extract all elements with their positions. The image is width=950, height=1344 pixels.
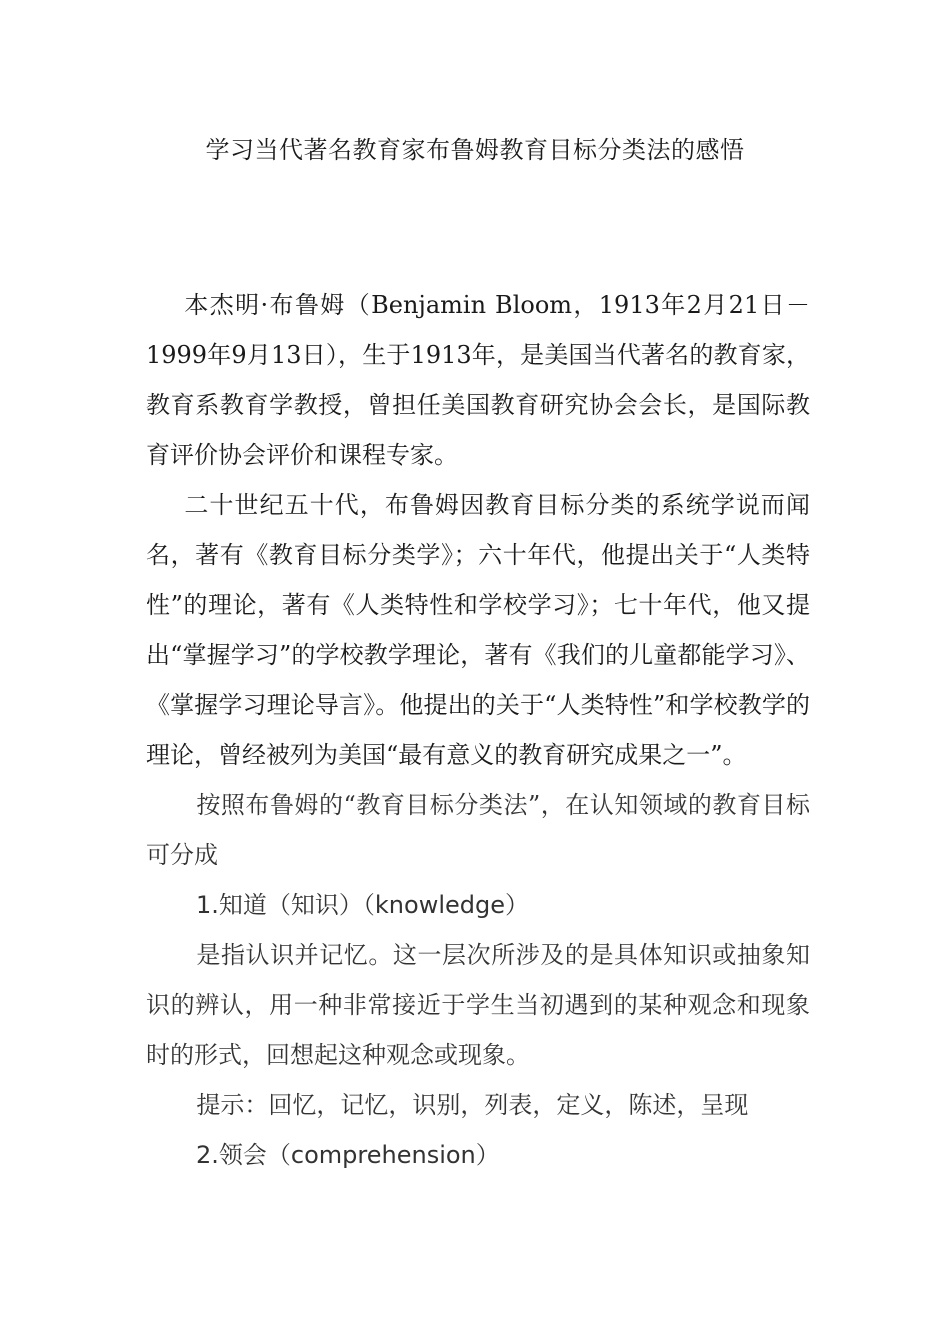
document-title: 学习当代著名教育家布鲁姆教育目标分类法的感悟	[205, 136, 745, 164]
heading-label-en: comprehension	[290, 1141, 476, 1169]
heading-label-cn: 知道（知识）（	[218, 891, 375, 919]
paragraph-knowledge-hints: 提示：回忆，记忆，识别，列表，定义，陈述，呈现	[196, 1091, 749, 1119]
heading-label-cn: 领会（	[218, 1141, 291, 1169]
paragraph-knowledge-definition: 是指认识并记忆。这一层次所涉及的是具体知识或抽象知识的辨认，用一种非常接近于学生当初遇到的某种观念和现象时的形式，回想起这种观念或现象。	[146, 941, 810, 1069]
paragraph-bloom-works: 二十世纪五十代，布鲁姆因教育目标分类的系统学说而闻名，著有《教育目标分类学》；六十年代，他提出关于“人类特性”的理论，著有《人类特性和学校学习》；七十年代，他又提出“掌握学习”的学校教学理论，著有《我们的儿童都能学习》、《掌握学习理论导言》。他提出的关于“人类特性”和学校教学的理论，曾经被列为美国“最有意义的教育研究成果之一”。	[146, 491, 810, 769]
heading-number: 1.	[196, 891, 219, 919]
paragraph-taxonomy-intro: 按照布鲁姆的“教育目标分类法”，在认知领域的教育目标可分成	[146, 791, 810, 869]
section-heading-knowledge	[146, 880, 810, 930]
heading-close-paren: ）	[475, 1141, 500, 1169]
heading-close-paren: ）	[505, 891, 529, 919]
section-heading-comprehension	[146, 1130, 810, 1180]
heading-number: 2.	[196, 1141, 219, 1169]
document-body	[146, 280, 810, 1180]
paragraph-bloom-bio: 本杰明·布鲁姆（Benjamin Bloom，1913年2月21日－1999年9月13日），生于1913年，是美国当代著名的教育家，教育系教育学教授，曾担任美国教育研究协会会长，是国际教育评价协会评价和课程专家。	[146, 291, 810, 469]
heading-label-en: knowledge	[374, 891, 505, 919]
